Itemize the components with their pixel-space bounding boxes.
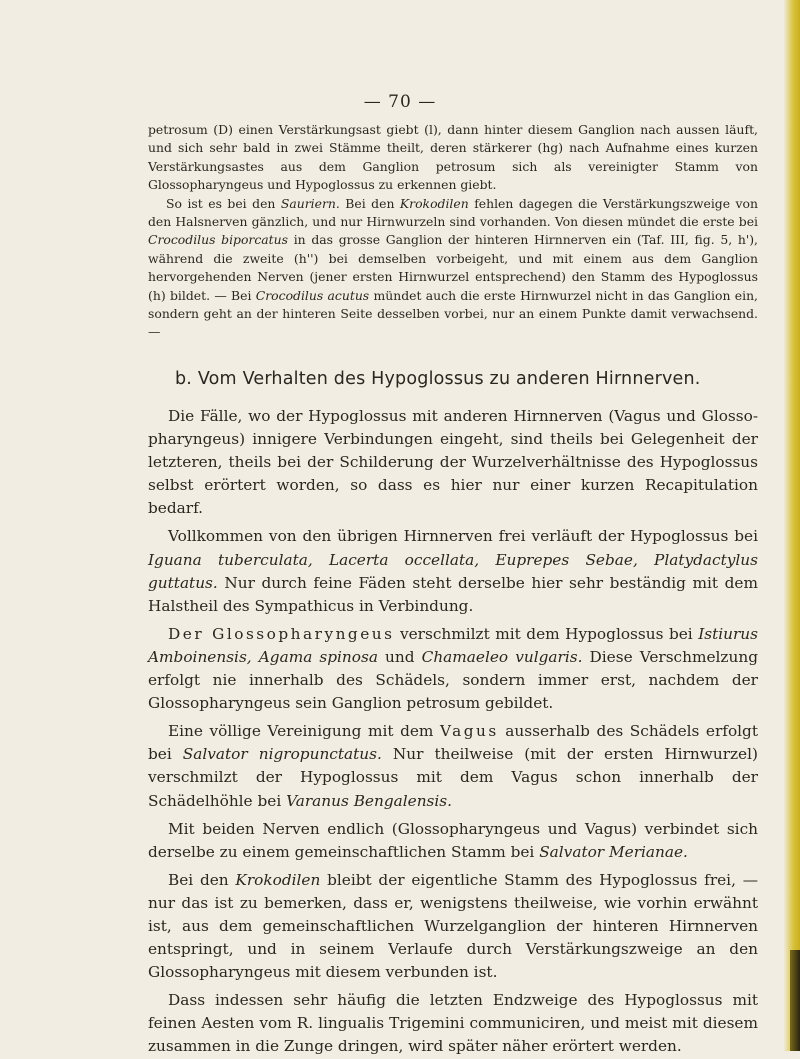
paragraph-3 (148, 623, 758, 715)
text: verschmilzt mit dem Hypoglossus bei (394, 624, 699, 643)
section-heading: b. Vom Verhalten des Hypoglossus zu anderen Hirnnerven. (175, 369, 701, 389)
small-print-block (148, 121, 758, 342)
italic-term: Crocodilus biporcatus (148, 232, 289, 248)
page-edge-shadow (790, 950, 800, 1051)
italic-term: Salvator Merianae. (539, 842, 688, 861)
text: Eine völlige Vereinigung mit dem (168, 722, 440, 741)
text: Nur durch feine Fäden steht derselbe hier sehr beständig mit dem Halstheil des Sympathicus in Verbindung. (148, 573, 758, 615)
italic-term: Iguana tuberculata, Lacerta occellata, Euprepes Sebae, Platydactylus guttatus. (148, 550, 758, 592)
spaced-term: Vagus (439, 722, 499, 741)
italic-term: Crocodilus acutus (255, 287, 370, 303)
paragraph-5 (148, 818, 758, 864)
text: mündet auch die erste Hirnwurzel nicht in das Ganglion ein, sondern geht an der hinteren Seite desselben vorbei, nur an einem Punkte damit verwachsend. — (148, 287, 758, 340)
text: So ist es bei den (166, 195, 281, 211)
text: bleibt der eigentliche Stamm des Hypoglossus frei, — nur das ist zu bemerken, dass er, wenigstens theilweise, wie vorhin erwähnt ist, aus dem gemeinschaftlichen Wurzelganglion der hinteren Hirnnerven entspringt, und in seinem Verlaufe durch Verstärkungszweige an den Glossopharyngeus mit diesem verbunden ist. (148, 870, 758, 982)
text: Mit beiden Nerven endlich (Glossopharyngeus und Vagus) verbindet sich derselbe zu einem gemeinschaftlichen Stamm bei (148, 819, 758, 861)
paragraph-small-1 (148, 121, 758, 195)
text: Bei den (168, 870, 236, 889)
text: und (377, 647, 422, 666)
paragraph-4 (148, 720, 758, 812)
italic-term: Varanus Bengalensis. (286, 791, 452, 810)
paragraph-7 (148, 989, 758, 1058)
text: in das grosse Ganglion der hinteren Hirnnerven ein (Taf. III, fig. 5, h'), während die zweite (h'') bei demselben vorbeigeht, und mit einem aus dem Ganglion hervorgehenden Nerven (jener ersten Hirnwurzel entsprechend) den Stamm des Hypoglossus (h) bildet. — Bei (148, 232, 758, 303)
italic-term: Krokodilen (235, 870, 321, 889)
page-edge (784, 0, 800, 1051)
italic-term: Krokodilen (399, 195, 469, 211)
italic-term: Istiurus Amboinensis, Agama spinosa (148, 624, 758, 666)
text: fehlen dagegen die Verstärkungszweige von den Halsnerven gänzlich, und nur Hirnwurzeln sind vorhanden. Von diesen mündet die erste bei (148, 195, 758, 230)
italic-term: Chamaeleo vulgaris. (421, 647, 583, 666)
italic-term: Salvator nigropunctatus. (182, 745, 382, 764)
text: petrosum (D) einen Verstärkungsast giebt (l), dann hinter diesem Ganglion nach aussen läuft, und sich sehr bald in zwei Stämme theilt, deren stärkerer (hg) nach Aufnahme eines kurzen Verstärkungsastes aus dem Ganglion petrosum sich als vereinigter Stamm von Glossopharyngeus und Hypoglossus zu erkennen giebt. (148, 122, 758, 193)
text: Diese Verschmelzung erfolgt nie innerhalb des Schädels, sondern immer erst, nachdem der Glossopharyngeus sein Ganglion petrosum gebildet. (148, 647, 758, 713)
text: ausserhalb des Schädels erfolgt bei (148, 722, 758, 764)
text: Nur theilweise (mit der ersten Hirnwurzel) verschmilzt der Hypoglossus mit dem Vagus schon innerhalb der Schädelhöhle bei (148, 745, 758, 810)
paragraph-6 (148, 869, 758, 984)
paragraph-2 (148, 525, 758, 617)
paragraph-small-2 (148, 195, 758, 342)
text: Vollkommen von den übrigen Hirnnerven frei verläuft der Hypoglossus bei (168, 527, 758, 546)
paragraph-1 (148, 405, 758, 520)
spaced-term: Der Glossopharyngeus (168, 624, 395, 643)
italic-term: Sauriern. (280, 195, 340, 211)
text: Bei den (339, 195, 400, 211)
text: Die Fälle, wo der Hypoglossus mit anderen Hirnnerven (Vagus und Glosso-pharyngeus) innigere Verbindungen eingeht, sind theils bei Gelegenheit der letzteren, theils bei der Schilderung der Wurzelverhältnisse des Hypoglossus selbst erörtert worden, so dass es hier nur einer kurzen Recapitulation bedarf. (148, 407, 758, 518)
page-number: — 70 — (363, 92, 437, 112)
main-text-block (148, 405, 758, 1059)
text: Dass indessen sehr häufig die letzten Endzweige des Hypoglossus mit feinen Aesten vom R. lingualis Trigemini communiciren, und meist mit diesem zusammen in die Zunge dringen, wird später näher erörtert werden. (148, 991, 758, 1056)
